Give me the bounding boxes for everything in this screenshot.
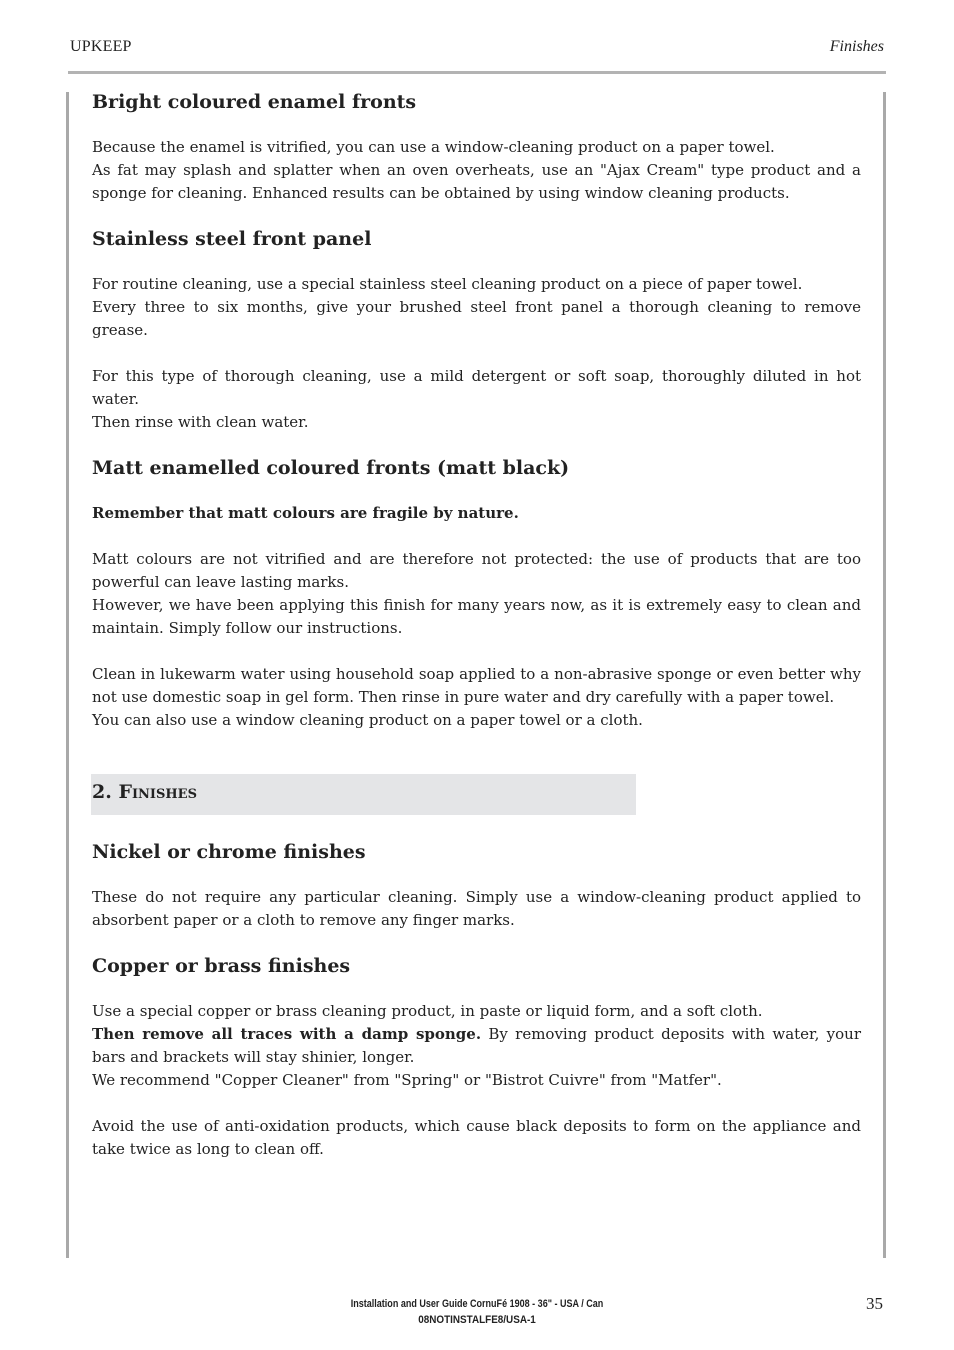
- bright-enamel-paragraph-2: As fat may splash and splatter when an oven overheats, use an "Ajax Cream" type product and a sponge for cleaning. Enhanced results can be obtained by using window cleaning products.: [92, 161, 861, 202]
- footer-guide-title: Installation and User Guide CornuFé 1908 - 36" - USA / Can: [350, 1298, 604, 1310]
- footer: [0, 1296, 954, 1328]
- matt-paragraph-2: However, we have been applying this finish for many years now, as it is extremely easy to clean and maintain. Simply follow our instructions.: [92, 596, 861, 637]
- section-heading-band: [91, 774, 636, 815]
- matt-enamel-heading: Matt enamelled coloured fronts (matt black): [92, 457, 570, 479]
- stainless-paragraph-3: For this type of thorough cleaning, use a mild detergent or soft soap, thoroughly diluted in hot water.: [92, 367, 861, 408]
- matt-paragraph-1: Matt colours are not vitrified and are therefore not protected: the use of products that are too powerful can leave lasting marks.: [92, 550, 861, 591]
- bright-enamel-heading: Bright coloured enamel fronts: [92, 91, 417, 113]
- copper-emphasis-text: Then remove all traces with a damp sponge.: [92, 1025, 482, 1043]
- copper-brass-heading: Copper or brass finishes: [92, 955, 351, 977]
- header-topic-label: Finishes: [829, 38, 884, 55]
- stainless-paragraph-4: Then rinse with clean water.: [92, 413, 309, 431]
- footer-document-code: 08NOTINSTALFE8/USA-1: [418, 1314, 536, 1326]
- stainless-steel-heading: Stainless steel front panel: [92, 228, 372, 250]
- bright-enamel-paragraph-1: Because the enamel is vitrified, you can use a window-cleaning product on a paper towel.: [92, 138, 775, 156]
- stainless-paragraph-1: For routine cleaning, use a special stainless steel cleaning product on a piece of paper towel.: [92, 275, 803, 293]
- matt-paragraph-3: Clean in lukewarm water using household soap applied to a non-abrasive sponge or even better why not use domestic soap in gel form. Then rinse in pure water and dry carefully with a paper towel.: [92, 665, 861, 706]
- finishes-content: [92, 838, 861, 1161]
- copper-paragraph-1: Use a special copper or brass cleaning product, in paste or liquid form, and a soft cloth.: [92, 1002, 763, 1020]
- nickel-chrome-heading: Nickel or chrome finishes: [92, 841, 366, 863]
- stainless-paragraph-2: Every three to six months, give your brushed steel front panel a thorough cleaning to remove grease.: [92, 298, 861, 339]
- nickel-chrome-paragraph: These do not require any particular cleaning. Simply use a window-cleaning product applied to absorbent paper or a cloth to remove any finger marks.: [92, 888, 861, 929]
- copper-paragraph-4: Avoid the use of anti-oxidation products, which cause black deposits to form on the appliance and take twice as long to clean off.: [92, 1117, 861, 1158]
- matt-paragraph-4: You can also use a window cleaning product on a paper towel or a cloth.: [92, 711, 643, 729]
- header-divider: [68, 71, 886, 74]
- section-heading: 2. Finishes: [92, 781, 197, 803]
- main-content: [92, 88, 861, 732]
- copper-paragraph-2-rest: By removing product deposits with water, your bars and brackets will stay shinier, longer.: [92, 1025, 861, 1066]
- right-margin-rule: [883, 92, 886, 1258]
- header-section-label: UPKEEP: [70, 38, 132, 55]
- copper-paragraph-2: [92, 1023, 861, 1069]
- matt-warning-text: Remember that matt colours are fragile by nature.: [92, 504, 519, 522]
- page-number: 35: [866, 1294, 883, 1313]
- copper-paragraph-3: We recommend "Copper Cleaner" from "Spring" or "Bistrot Cuivre" from "Matfer".: [92, 1071, 722, 1089]
- left-margin-rule: [66, 92, 69, 1258]
